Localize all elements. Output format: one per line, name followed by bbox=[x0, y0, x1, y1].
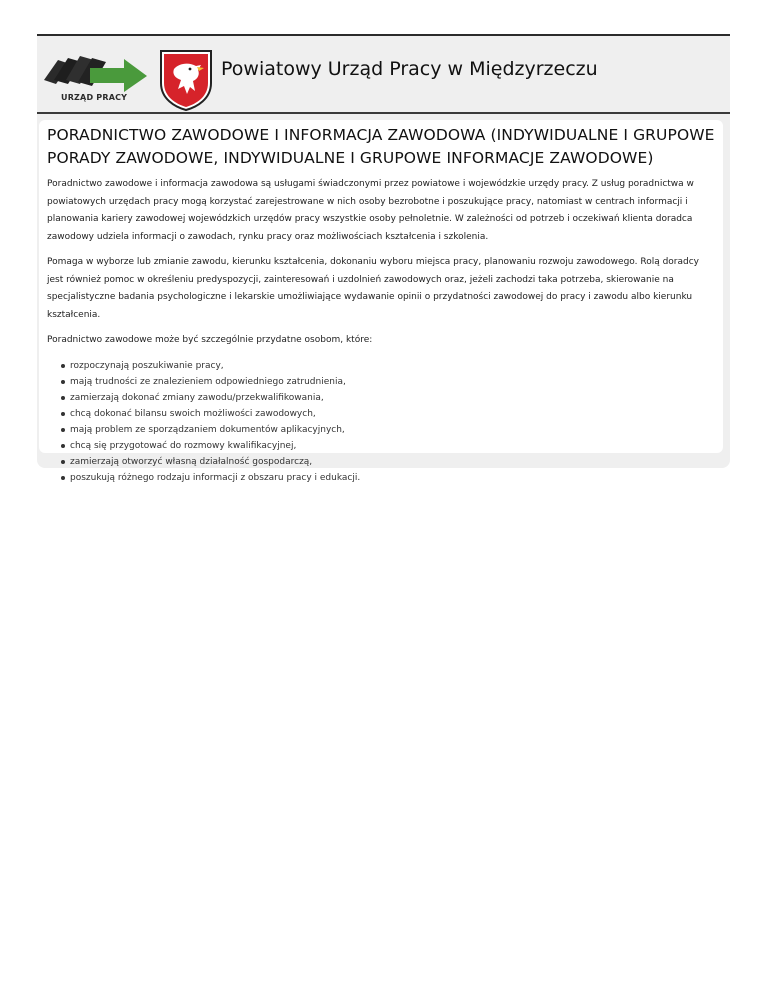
cards-arrow-icon bbox=[40, 50, 152, 92]
site-title: Powiatowy Urząd Pracy w Międzyrzeczu bbox=[221, 58, 598, 80]
article-content bbox=[39, 120, 723, 483]
list-item: zamierzają otworzyć własną działalność gospodarczą, bbox=[70, 454, 715, 470]
page-title: PORADNICTWO ZAWODOWE I INFORMACJA ZAWODOWA (INDYWIDUALNE I GRUPOWE PORADY ZAWODOWE, INDYWIDUALNE I GRUPOWE INFORMACJE ZAWODOWE) bbox=[47, 126, 715, 167]
urzad-pracy-logo[interactable] bbox=[40, 50, 152, 108]
paragraph: Poradnictwo zawodowe może być szczególnie przydatne osobom, które: bbox=[47, 335, 373, 345]
page-frame bbox=[37, 34, 730, 483]
list-item: mają trudności ze znalezieniem odpowiedniego zatrudnienia, bbox=[70, 374, 715, 390]
list-item: poszukują różnego rodzaju informacji z obszaru pracy i edukacji. bbox=[70, 470, 715, 486]
list-item: chcą dokonać bilansu swoich możliwości zawodowych, bbox=[70, 406, 715, 422]
list-item: mają problem ze sporządzaniem dokumentów aplikacyjnych, bbox=[70, 422, 715, 438]
logo-label: URZĄD PRACY bbox=[61, 93, 128, 102]
list-item: rozpoczynają poszukiwanie pracy, bbox=[70, 358, 715, 374]
county-crest-icon bbox=[157, 49, 215, 111]
target-groups-list bbox=[47, 358, 715, 486]
site-header bbox=[37, 36, 730, 114]
list-item: zamierzają dokonać zmiany zawodu/przekwalifikowania, bbox=[70, 390, 715, 406]
paragraph: Pomaga w wyborze lub zmianie zawodu, kierunku kształcenia, dokonaniu wyboru miejsca pracy, planowaniu rozwoju zawodowego. Rolą doradcy jest również pomoc w określeniu predyspozycji, zainteresowań i uzdolnień zawodowych oraz, jeżeli zachodzi taka potrzeba, skierowanie na specjalistyczne badania psychologiczne i lekarskie umożliwiające wydawanie opinii o przydatności zawodowej do pracy i zawodu albo kierunku kształcenia. bbox=[47, 257, 700, 320]
list-item: chcą się przygotować do rozmowy kwalifikacyjnej, bbox=[70, 438, 715, 454]
paragraph: Poradnictwo zawodowe i informacja zawodowa są usługami świadczonymi przez powiatowe i wojewódzkie urzędy pracy. Z usług poradnictwa w powiatowych urzędach pracy mogą korzystać zarejestrowane w nich osoby bezrobotne i poszukujące pracy, natomiast w centrach informacji i planowania kariery zawodowej wojewódzkich urzędów pracy wszystkie osoby pełnoletnie. W zależności od potrzeb i oczekiwań klienta doradca zawodowy udziela informacji o zawodach, rynku pracy oraz możliwościach kształcenia i szkolenia. bbox=[47, 179, 694, 242]
